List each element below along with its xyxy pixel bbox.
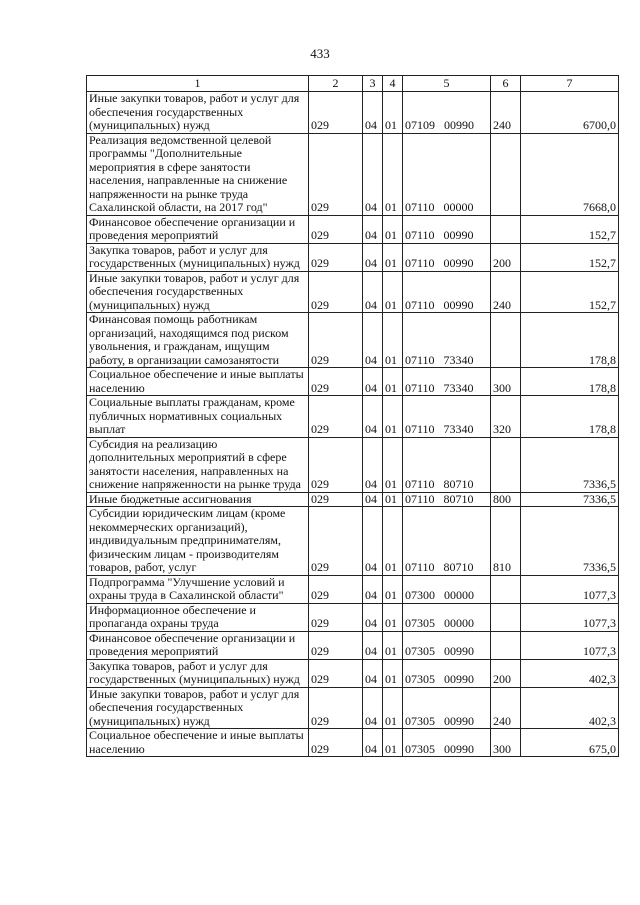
row-code-cell: 029: [309, 575, 363, 603]
row-name-cell: Иные закупки товаров, работ и услуг для обеспечения государственных (муниципальных) нужд: [87, 271, 309, 313]
row-amount-cell: 402,3: [521, 659, 619, 687]
column-header: 5: [403, 76, 491, 92]
row-section-cell: 04: [363, 687, 383, 729]
table-row: [87, 729, 619, 757]
row-amount-cell: 1077,3: [521, 603, 619, 631]
table-row: [87, 575, 619, 603]
row-subsection-cell: 01: [383, 729, 403, 757]
row-name-cell: Реализация ведомственной целевой программы "Дополнительные мероприятия в сфере занятости населения, направленные на снижение напряженности на рынке труда Сахалинской области, на 2017 год": [87, 133, 309, 215]
row-type-cell: [491, 575, 521, 603]
row-article-cell: 07305 00990: [403, 631, 491, 659]
column-header: 2: [309, 76, 363, 92]
table-row: [87, 313, 619, 368]
row-amount-cell: 1077,3: [521, 575, 619, 603]
row-type-cell: 240: [491, 271, 521, 313]
row-name-cell: Иные бюджетные ассигнования: [87, 492, 309, 507]
row-article-cell: 07305 00000: [403, 603, 491, 631]
row-amount-cell: 675,0: [521, 729, 619, 757]
row-code-cell: 029: [309, 313, 363, 368]
table-row: [87, 396, 619, 438]
table-row: [87, 687, 619, 729]
table-row: [87, 631, 619, 659]
row-section-cell: 04: [363, 271, 383, 313]
row-code-cell: 029: [309, 243, 363, 271]
row-type-cell: 810: [491, 507, 521, 576]
row-subsection-cell: 01: [383, 507, 403, 576]
row-section-cell: 04: [363, 437, 383, 492]
row-section-cell: 04: [363, 215, 383, 243]
row-type-cell: [491, 631, 521, 659]
row-section-cell: 04: [363, 631, 383, 659]
row-amount-cell: 1077,3: [521, 631, 619, 659]
row-amount-cell: 178,8: [521, 313, 619, 368]
row-code-cell: 029: [309, 687, 363, 729]
row-type-cell: 800: [491, 492, 521, 507]
row-code-cell: 029: [309, 396, 363, 438]
row-name-cell: Финансовая помощь работникам организаций, находящимся под риском увольнения, и гражданам, ищущим работу, в организации самозанятости: [87, 313, 309, 368]
row-section-cell: 04: [363, 603, 383, 631]
row-article-cell: 07305 00990: [403, 659, 491, 687]
row-subsection-cell: 01: [383, 243, 403, 271]
row-type-cell: [491, 313, 521, 368]
row-section-cell: 04: [363, 368, 383, 396]
row-section-cell: 04: [363, 507, 383, 576]
row-section-cell: 04: [363, 92, 383, 134]
row-name-cell: Социальные выплаты гражданам, кроме публичных нормативных социальных выплат: [87, 396, 309, 438]
row-amount-cell: 178,8: [521, 396, 619, 438]
row-subsection-cell: 01: [383, 687, 403, 729]
row-section-cell: 04: [363, 396, 383, 438]
table-row: [87, 492, 619, 507]
row-code-cell: 029: [309, 437, 363, 492]
row-subsection-cell: 01: [383, 133, 403, 215]
row-type-cell: 240: [491, 92, 521, 134]
row-article-cell: 07110 80710: [403, 492, 491, 507]
header-row: [87, 76, 619, 92]
column-header: 7: [521, 76, 619, 92]
table-row: [87, 368, 619, 396]
row-subsection-cell: 01: [383, 437, 403, 492]
table-row: [87, 437, 619, 492]
row-article-cell: 07110 00000: [403, 133, 491, 215]
row-code-cell: 029: [309, 271, 363, 313]
row-amount-cell: 152,7: [521, 271, 619, 313]
row-article-cell: 07305 00990: [403, 687, 491, 729]
row-type-cell: 300: [491, 729, 521, 757]
row-article-cell: 07110 80710: [403, 507, 491, 576]
row-amount-cell: 6700,0: [521, 92, 619, 134]
column-header: 1: [87, 76, 309, 92]
row-amount-cell: 178,8: [521, 368, 619, 396]
row-code-cell: 029: [309, 368, 363, 396]
column-header: 3: [363, 76, 383, 92]
row-name-cell: Иные закупки товаров, работ и услуг для обеспечения государственных (муниципальных) нужд: [87, 687, 309, 729]
row-name-cell: Субсидия на реализацию дополнительных мероприятий в сфере занятости населения, направленных на снижение напряженности на рынке труда: [87, 437, 309, 492]
row-code-cell: 029: [309, 92, 363, 134]
row-section-cell: 04: [363, 313, 383, 368]
row-name-cell: Финансовое обеспечение организации и проведения мероприятий: [87, 215, 309, 243]
row-type-cell: 300: [491, 368, 521, 396]
row-type-cell: 320: [491, 396, 521, 438]
row-code-cell: 029: [309, 603, 363, 631]
row-code-cell: 029: [309, 659, 363, 687]
row-type-cell: [491, 215, 521, 243]
row-article-cell: 07110 80710: [403, 437, 491, 492]
row-article-cell: 07110 73340: [403, 368, 491, 396]
row-subsection-cell: 01: [383, 215, 403, 243]
row-type-cell: [491, 437, 521, 492]
row-code-cell: 029: [309, 133, 363, 215]
row-code-cell: 029: [309, 492, 363, 507]
row-amount-cell: 152,7: [521, 243, 619, 271]
row-name-cell: Социальное обеспечение и иные выплаты населению: [87, 368, 309, 396]
column-header: 4: [383, 76, 403, 92]
row-section-cell: 04: [363, 575, 383, 603]
row-section-cell: 04: [363, 492, 383, 507]
table-row: [87, 92, 619, 134]
page-number: 433: [310, 46, 330, 61]
row-section-cell: 04: [363, 243, 383, 271]
table-row: [87, 133, 619, 215]
table-row: [87, 215, 619, 243]
table-row: [87, 603, 619, 631]
row-name-cell: Информационное обеспечение и пропаганда охраны труда: [87, 603, 309, 631]
row-type-cell: [491, 133, 521, 215]
row-name-cell: Финансовое обеспечение организации и проведения мероприятий: [87, 631, 309, 659]
row-type-cell: 200: [491, 243, 521, 271]
row-name-cell: Субсидии юридическим лицам (кроме некоммерческих организаций), индивидуальным предпринимателям, физическим лицам - производителям товаров, работ, услуг: [87, 507, 309, 576]
table-row: [87, 507, 619, 576]
row-section-cell: 04: [363, 729, 383, 757]
row-code-cell: 029: [309, 729, 363, 757]
row-subsection-cell: 01: [383, 271, 403, 313]
row-amount-cell: 402,3: [521, 687, 619, 729]
row-section-cell: 04: [363, 133, 383, 215]
row-subsection-cell: 01: [383, 492, 403, 507]
row-subsection-cell: 01: [383, 313, 403, 368]
budget-table: [86, 75, 619, 757]
row-name-cell: Закупка товаров, работ и услуг для государственных (муниципальных) нужд: [87, 659, 309, 687]
column-header: 6: [491, 76, 521, 92]
row-subsection-cell: 01: [383, 631, 403, 659]
row-subsection-cell: 01: [383, 603, 403, 631]
row-code-cell: 029: [309, 507, 363, 576]
row-article-cell: 07110 73340: [403, 396, 491, 438]
row-code-cell: 029: [309, 215, 363, 243]
row-amount-cell: 7668,0: [521, 133, 619, 215]
row-subsection-cell: 01: [383, 396, 403, 438]
row-amount-cell: 152,7: [521, 215, 619, 243]
table-row: [87, 659, 619, 687]
row-type-cell: [491, 603, 521, 631]
row-article-cell: 07110 73340: [403, 313, 491, 368]
row-type-cell: 240: [491, 687, 521, 729]
row-amount-cell: 7336,5: [521, 492, 619, 507]
row-name-cell: Социальное обеспечение и иные выплаты населению: [87, 729, 309, 757]
row-article-cell: 07305 00990: [403, 729, 491, 757]
row-section-cell: 04: [363, 659, 383, 687]
row-article-cell: 07110 00990: [403, 243, 491, 271]
row-article-cell: 07110 00990: [403, 271, 491, 313]
row-article-cell: 07300 00000: [403, 575, 491, 603]
table-row: [87, 271, 619, 313]
row-subsection-cell: 01: [383, 92, 403, 134]
row-type-cell: 200: [491, 659, 521, 687]
row-amount-cell: 7336,5: [521, 507, 619, 576]
row-code-cell: 029: [309, 631, 363, 659]
row-article-cell: 07109 00990: [403, 92, 491, 134]
row-article-cell: 07110 00990: [403, 215, 491, 243]
row-name-cell: Закупка товаров, работ и услуг для государственных (муниципальных) нужд: [87, 243, 309, 271]
row-subsection-cell: 01: [383, 368, 403, 396]
row-subsection-cell: 01: [383, 575, 403, 603]
table-row: [87, 243, 619, 271]
row-name-cell: Подпрограмма "Улучшение условий и охраны труда в Сахалинской области": [87, 575, 309, 603]
row-subsection-cell: 01: [383, 659, 403, 687]
row-name-cell: Иные закупки товаров, работ и услуг для обеспечения государственных (муниципальных) нужд: [87, 92, 309, 134]
row-amount-cell: 7336,5: [521, 437, 619, 492]
